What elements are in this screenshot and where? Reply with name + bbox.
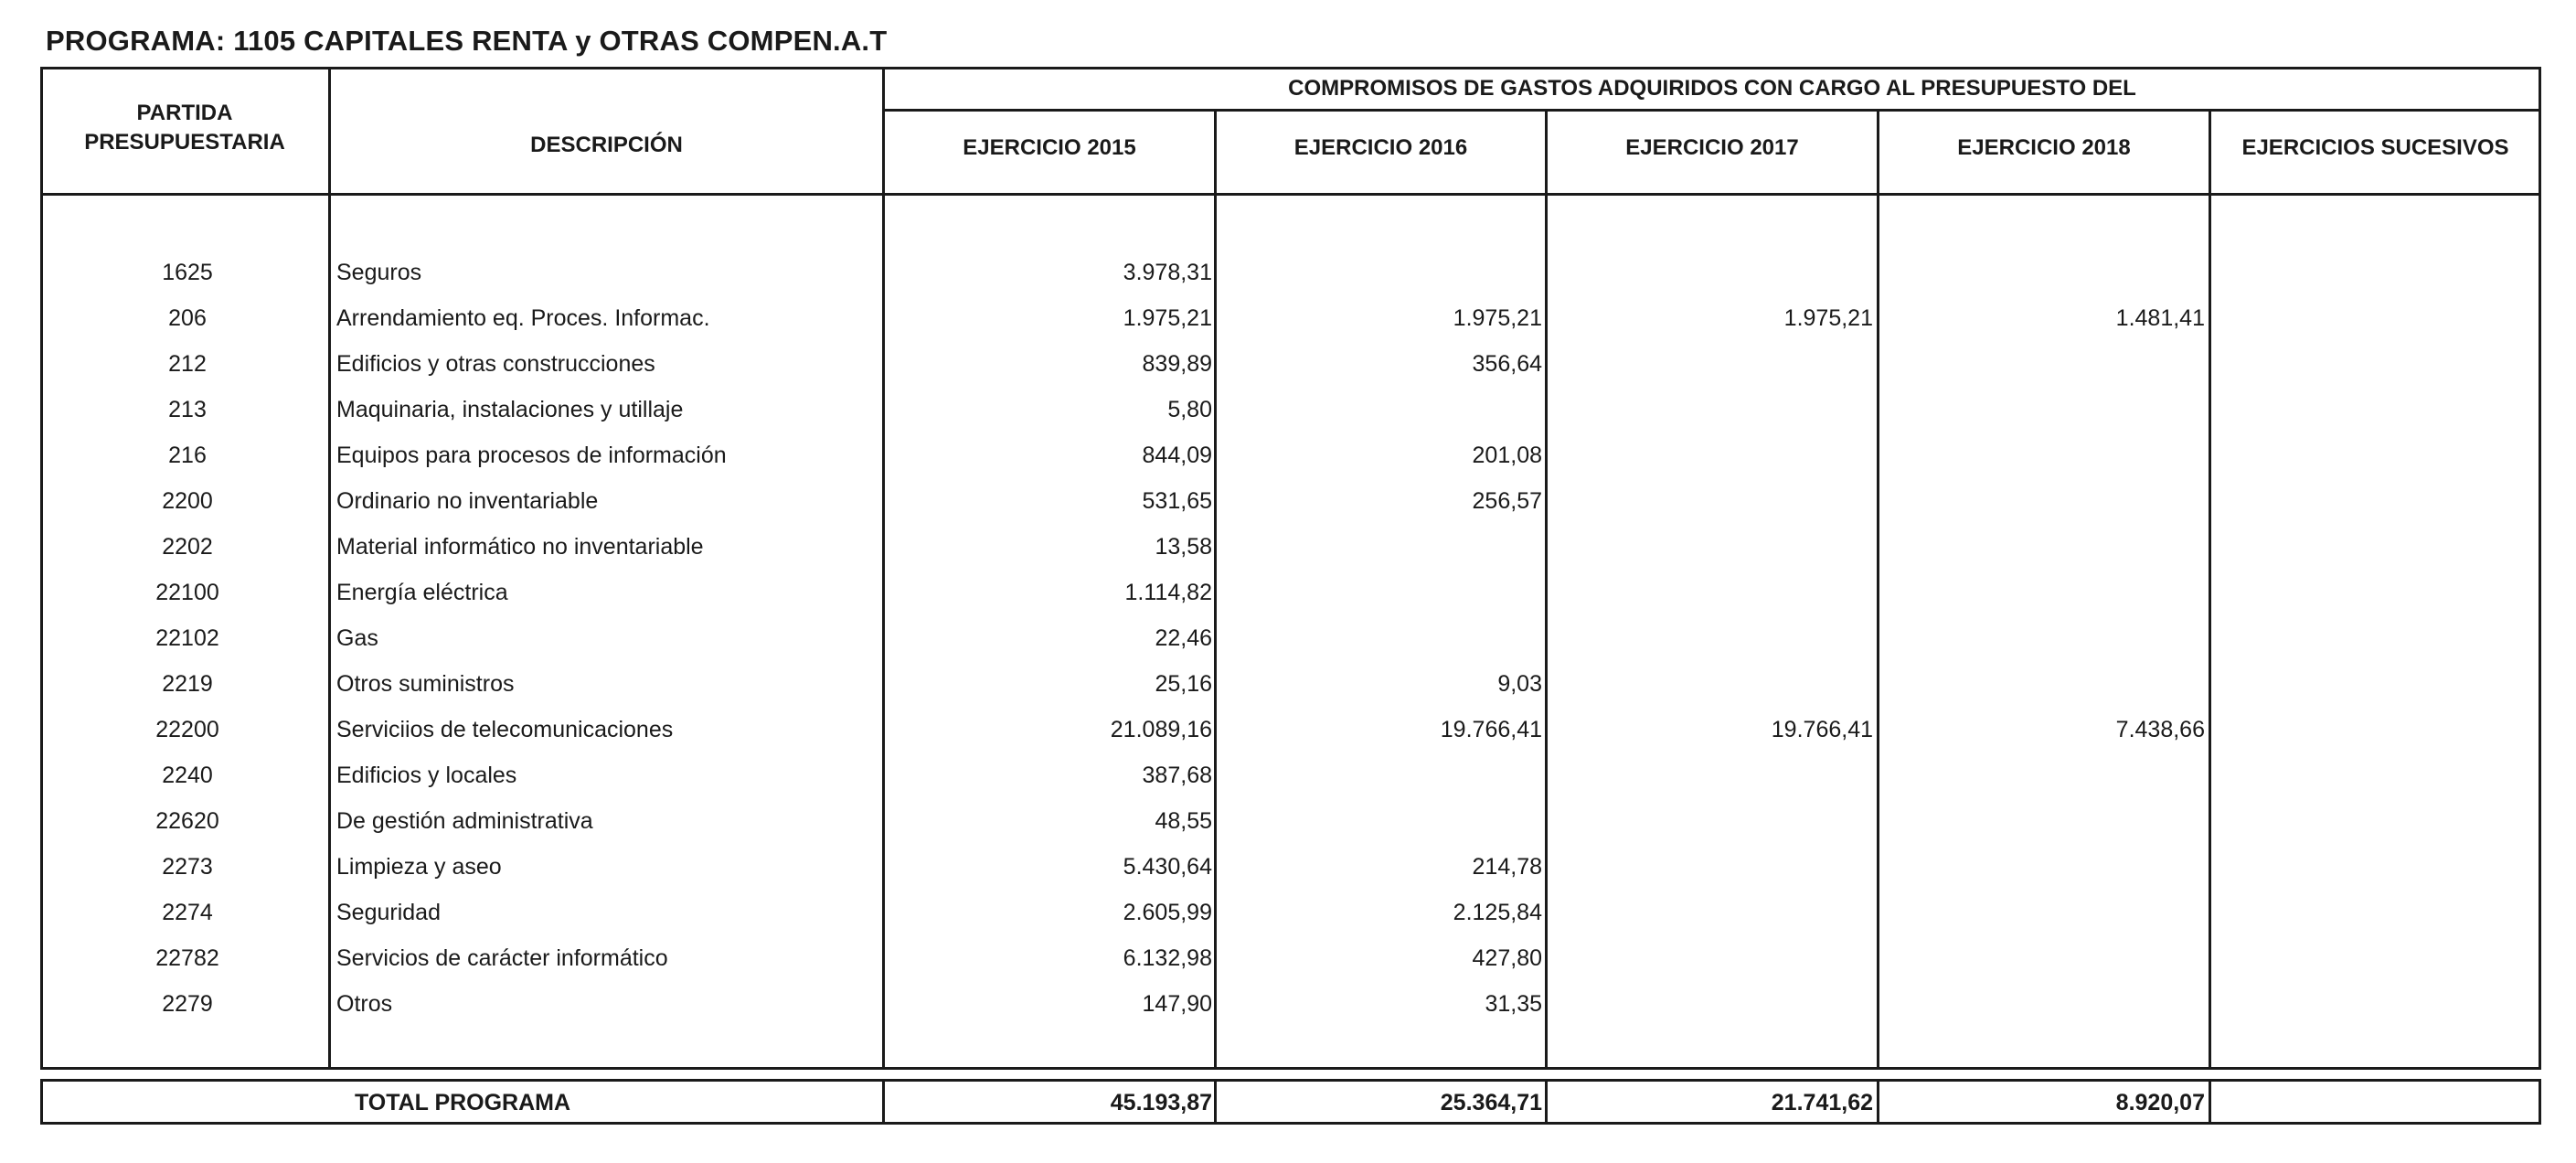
total-2017: 21.741,62 bbox=[1771, 1090, 1873, 1115]
row-ejercicio-2016: 427,80 bbox=[1472, 945, 1542, 971]
row-ejercicio-2016: 31,35 bbox=[1485, 991, 1542, 1017]
row-description: Material informático no inventariable bbox=[336, 534, 704, 560]
row-ejercicio-2015: 25,16 bbox=[1155, 671, 1212, 697]
row-code: 1625 bbox=[162, 260, 213, 285]
row-code: 212 bbox=[168, 351, 207, 377]
total-divider-2016 bbox=[1545, 1079, 1548, 1125]
row-code: 22782 bbox=[155, 945, 219, 971]
row-ejercicio-2016 bbox=[1219, 250, 1542, 295]
row-code: 2279 bbox=[162, 991, 213, 1017]
row-description: Edificios y otras construcciones bbox=[336, 351, 655, 377]
row-ejercicio-2018 bbox=[1881, 524, 2205, 570]
row-description: Gas bbox=[336, 625, 378, 651]
row-ejercicio-2017 bbox=[1549, 981, 1873, 1027]
row-ejercicio-2017 bbox=[1549, 661, 1873, 707]
col-divider-2015 bbox=[1214, 109, 1217, 1070]
col-divider-2016 bbox=[1545, 109, 1548, 1070]
row-ejercicio-2015: 387,68 bbox=[1142, 763, 1212, 788]
row-ejercicio-2016 bbox=[1219, 615, 1542, 661]
row-ejercicio-2016 bbox=[1219, 570, 1542, 615]
row-ejercicio-2015: 531,65 bbox=[1142, 488, 1212, 514]
row-ejercicios-sucesivos bbox=[2212, 798, 2536, 844]
row-description: Seguridad bbox=[336, 900, 441, 925]
row-ejercicio-2017 bbox=[1549, 798, 1873, 844]
row-ejercicio-2015: 5,80 bbox=[1167, 397, 1212, 422]
row-ejercicio-2017 bbox=[1549, 250, 1873, 295]
row-ejercicio-2016: 2.125,84 bbox=[1453, 900, 1542, 925]
row-ejercicio-2017 bbox=[1549, 524, 1873, 570]
col-divider-2018 bbox=[2209, 109, 2211, 1070]
row-code: 2240 bbox=[162, 763, 213, 788]
row-ejercicio-2018 bbox=[1881, 661, 2205, 707]
row-description: Otros bbox=[336, 991, 393, 1017]
row-ejercicio-2015: 22,46 bbox=[1155, 625, 1212, 651]
row-code: 2202 bbox=[162, 534, 213, 560]
row-ejercicio-2018 bbox=[1881, 250, 2205, 295]
row-ejercicio-2018 bbox=[1881, 478, 2205, 524]
row-description: Otros suministros bbox=[336, 671, 515, 697]
total-2016: 25.364,71 bbox=[1440, 1090, 1542, 1115]
row-ejercicios-sucesivos bbox=[2212, 295, 2536, 341]
page-title: PROGRAMA: 1105 CAPITALES RENTA y OTRAS COMPEN.A.T bbox=[46, 25, 888, 57]
row-description: Edificios y locales bbox=[336, 763, 517, 788]
header-ejercicio-2018: EJERCICIO 2018 bbox=[1957, 135, 2131, 160]
row-ejercicio-2015: 844,09 bbox=[1142, 443, 1212, 468]
row-ejercicio-2016: 214,78 bbox=[1472, 854, 1542, 880]
row-ejercicio-2015: 1.114,82 bbox=[1124, 580, 1212, 605]
row-ejercicio-2015: 2.605,99 bbox=[1123, 900, 1212, 925]
row-code: 22100 bbox=[155, 580, 219, 605]
row-ejercicio-2016 bbox=[1219, 387, 1542, 432]
total-divider-2018 bbox=[2209, 1079, 2211, 1125]
row-ejercicio-2018 bbox=[1881, 615, 2205, 661]
total-2018: 8.920,07 bbox=[2115, 1090, 2205, 1115]
header-ejercicios-sucesivos: EJERCICIOS SUCESIVOS bbox=[2241, 135, 2509, 160]
row-ejercicios-sucesivos bbox=[2212, 661, 2536, 707]
row-ejercicio-2018: 1.481,41 bbox=[2115, 305, 2205, 331]
row-ejercicios-sucesivos bbox=[2212, 570, 2536, 615]
row-ejercicio-2017 bbox=[1549, 890, 1873, 935]
row-ejercicio-2016: 9,03 bbox=[1497, 671, 1542, 697]
row-code: 22102 bbox=[155, 625, 219, 651]
row-description: Arrendamiento eq. Proces. Informac. bbox=[336, 305, 710, 331]
row-ejercicio-2016 bbox=[1219, 798, 1542, 844]
row-ejercicio-2018 bbox=[1881, 432, 2205, 478]
row-code: 2274 bbox=[162, 900, 213, 925]
header-partida: PARTIDA PRESUPUESTARIA bbox=[84, 101, 285, 155]
header-ejercicio-2015: EJERCICIO 2015 bbox=[963, 135, 1136, 160]
row-ejercicios-sucesivos bbox=[2212, 752, 2536, 798]
row-ejercicio-2018 bbox=[1881, 752, 2205, 798]
row-description: Energía eléctrica bbox=[336, 580, 508, 605]
row-ejercicios-sucesivos bbox=[2212, 524, 2536, 570]
total-label: TOTAL PROGRAMA bbox=[354, 1090, 571, 1115]
row-description: Ordinario no inventariable bbox=[336, 488, 599, 514]
row-ejercicio-2018 bbox=[1881, 387, 2205, 432]
row-ejercicios-sucesivos bbox=[2212, 935, 2536, 981]
total-sucesivos bbox=[2212, 1080, 2536, 1126]
col-divider-descripcion bbox=[882, 67, 885, 1070]
row-ejercicio-2016: 1.975,21 bbox=[1453, 305, 1542, 331]
row-ejercicio-2015: 13,58 bbox=[1155, 534, 1212, 560]
header-sub-divider bbox=[883, 109, 2539, 112]
row-ejercicio-2017 bbox=[1549, 570, 1873, 615]
row-ejercicio-2018 bbox=[1881, 981, 2205, 1027]
row-ejercicio-2015: 6.132,98 bbox=[1123, 945, 1212, 971]
row-ejercicio-2015: 21.089,16 bbox=[1110, 717, 1212, 742]
row-ejercicio-2018 bbox=[1881, 890, 2205, 935]
row-ejercicio-2016: 201,08 bbox=[1472, 443, 1542, 468]
header-bottom-divider bbox=[40, 193, 2541, 196]
row-ejercicios-sucesivos bbox=[2212, 707, 2536, 752]
col-divider-2017 bbox=[1877, 109, 1879, 1070]
row-ejercicio-2017 bbox=[1549, 615, 1873, 661]
total-2015: 45.193,87 bbox=[1110, 1090, 1212, 1115]
row-ejercicio-2018 bbox=[1881, 844, 2205, 890]
row-code: 22200 bbox=[155, 717, 219, 742]
row-ejercicio-2017 bbox=[1549, 341, 1873, 387]
row-ejercicios-sucesivos bbox=[2212, 478, 2536, 524]
row-code: 2273 bbox=[162, 854, 213, 880]
row-description: Maquinaria, instalaciones y utillaje bbox=[336, 397, 684, 422]
header-ejercicio-2017: EJERCICIO 2017 bbox=[1625, 135, 1799, 160]
row-ejercicio-2017: 19.766,41 bbox=[1771, 717, 1873, 742]
row-code: 22620 bbox=[155, 808, 219, 834]
row-ejercicios-sucesivos bbox=[2212, 981, 2536, 1027]
row-code: 216 bbox=[168, 443, 207, 468]
row-code: 2200 bbox=[162, 488, 213, 514]
row-ejercicio-2017: 1.975,21 bbox=[1783, 305, 1873, 331]
row-ejercicio-2016 bbox=[1219, 524, 1542, 570]
row-description: Seguros bbox=[336, 260, 422, 285]
row-ejercicio-2018 bbox=[1881, 570, 2205, 615]
header-descripcion: DESCRIPCIÓN bbox=[530, 133, 683, 157]
row-description: Serviciios de telecomunicaciones bbox=[336, 717, 674, 742]
row-description: De gestión administrativa bbox=[336, 808, 593, 834]
row-ejercicio-2017 bbox=[1549, 935, 1873, 981]
row-ejercicio-2017 bbox=[1549, 432, 1873, 478]
row-ejercicio-2018: 7.438,66 bbox=[2115, 717, 2205, 742]
total-divider-2017 bbox=[1877, 1079, 1879, 1125]
header-ejercicio-2016: EJERCICIO 2016 bbox=[1293, 135, 1468, 160]
row-ejercicios-sucesivos bbox=[2212, 250, 2536, 295]
row-ejercicio-2017 bbox=[1549, 478, 1873, 524]
total-divider-2015 bbox=[1214, 1079, 1217, 1125]
row-ejercicio-2015: 5.430,64 bbox=[1123, 854, 1212, 880]
row-code: 213 bbox=[168, 397, 207, 422]
row-ejercicio-2018 bbox=[1881, 935, 2205, 981]
row-ejercicio-2015: 1.975,21 bbox=[1123, 305, 1212, 331]
row-ejercicios-sucesivos bbox=[2212, 387, 2536, 432]
row-ejercicio-2015: 839,89 bbox=[1142, 351, 1212, 377]
row-ejercicio-2017 bbox=[1549, 752, 1873, 798]
row-ejercicios-sucesivos bbox=[2212, 615, 2536, 661]
row-ejercicio-2015: 48,55 bbox=[1155, 808, 1212, 834]
row-ejercicios-sucesivos bbox=[2212, 432, 2536, 478]
header-compromisos: COMPROMISOS DE GASTOS ADQUIRIDOS CON CARGO AL PRESUPUESTO DEL bbox=[1288, 76, 2136, 101]
row-description: Limpieza y aseo bbox=[336, 854, 502, 880]
row-ejercicio-2015: 3.978,31 bbox=[1123, 260, 1212, 285]
row-ejercicio-2016: 256,57 bbox=[1472, 488, 1542, 514]
row-code: 206 bbox=[168, 305, 207, 331]
row-description: Equipos para procesos de información bbox=[336, 443, 727, 468]
row-ejercicio-2016: 19.766,41 bbox=[1440, 717, 1542, 742]
row-code: 2219 bbox=[162, 671, 213, 697]
row-ejercicio-2016 bbox=[1219, 752, 1542, 798]
row-ejercicio-2017 bbox=[1549, 844, 1873, 890]
row-ejercicio-2016: 356,64 bbox=[1472, 351, 1542, 377]
row-ejercicio-2015: 147,90 bbox=[1142, 991, 1212, 1017]
row-ejercicio-2017 bbox=[1549, 387, 1873, 432]
row-ejercicio-2018 bbox=[1881, 341, 2205, 387]
row-ejercicios-sucesivos bbox=[2212, 341, 2536, 387]
row-ejercicios-sucesivos bbox=[2212, 890, 2536, 935]
row-ejercicio-2018 bbox=[1881, 798, 2205, 844]
row-ejercicios-sucesivos bbox=[2212, 844, 2536, 890]
row-description: Servicios de carácter informático bbox=[336, 945, 668, 971]
